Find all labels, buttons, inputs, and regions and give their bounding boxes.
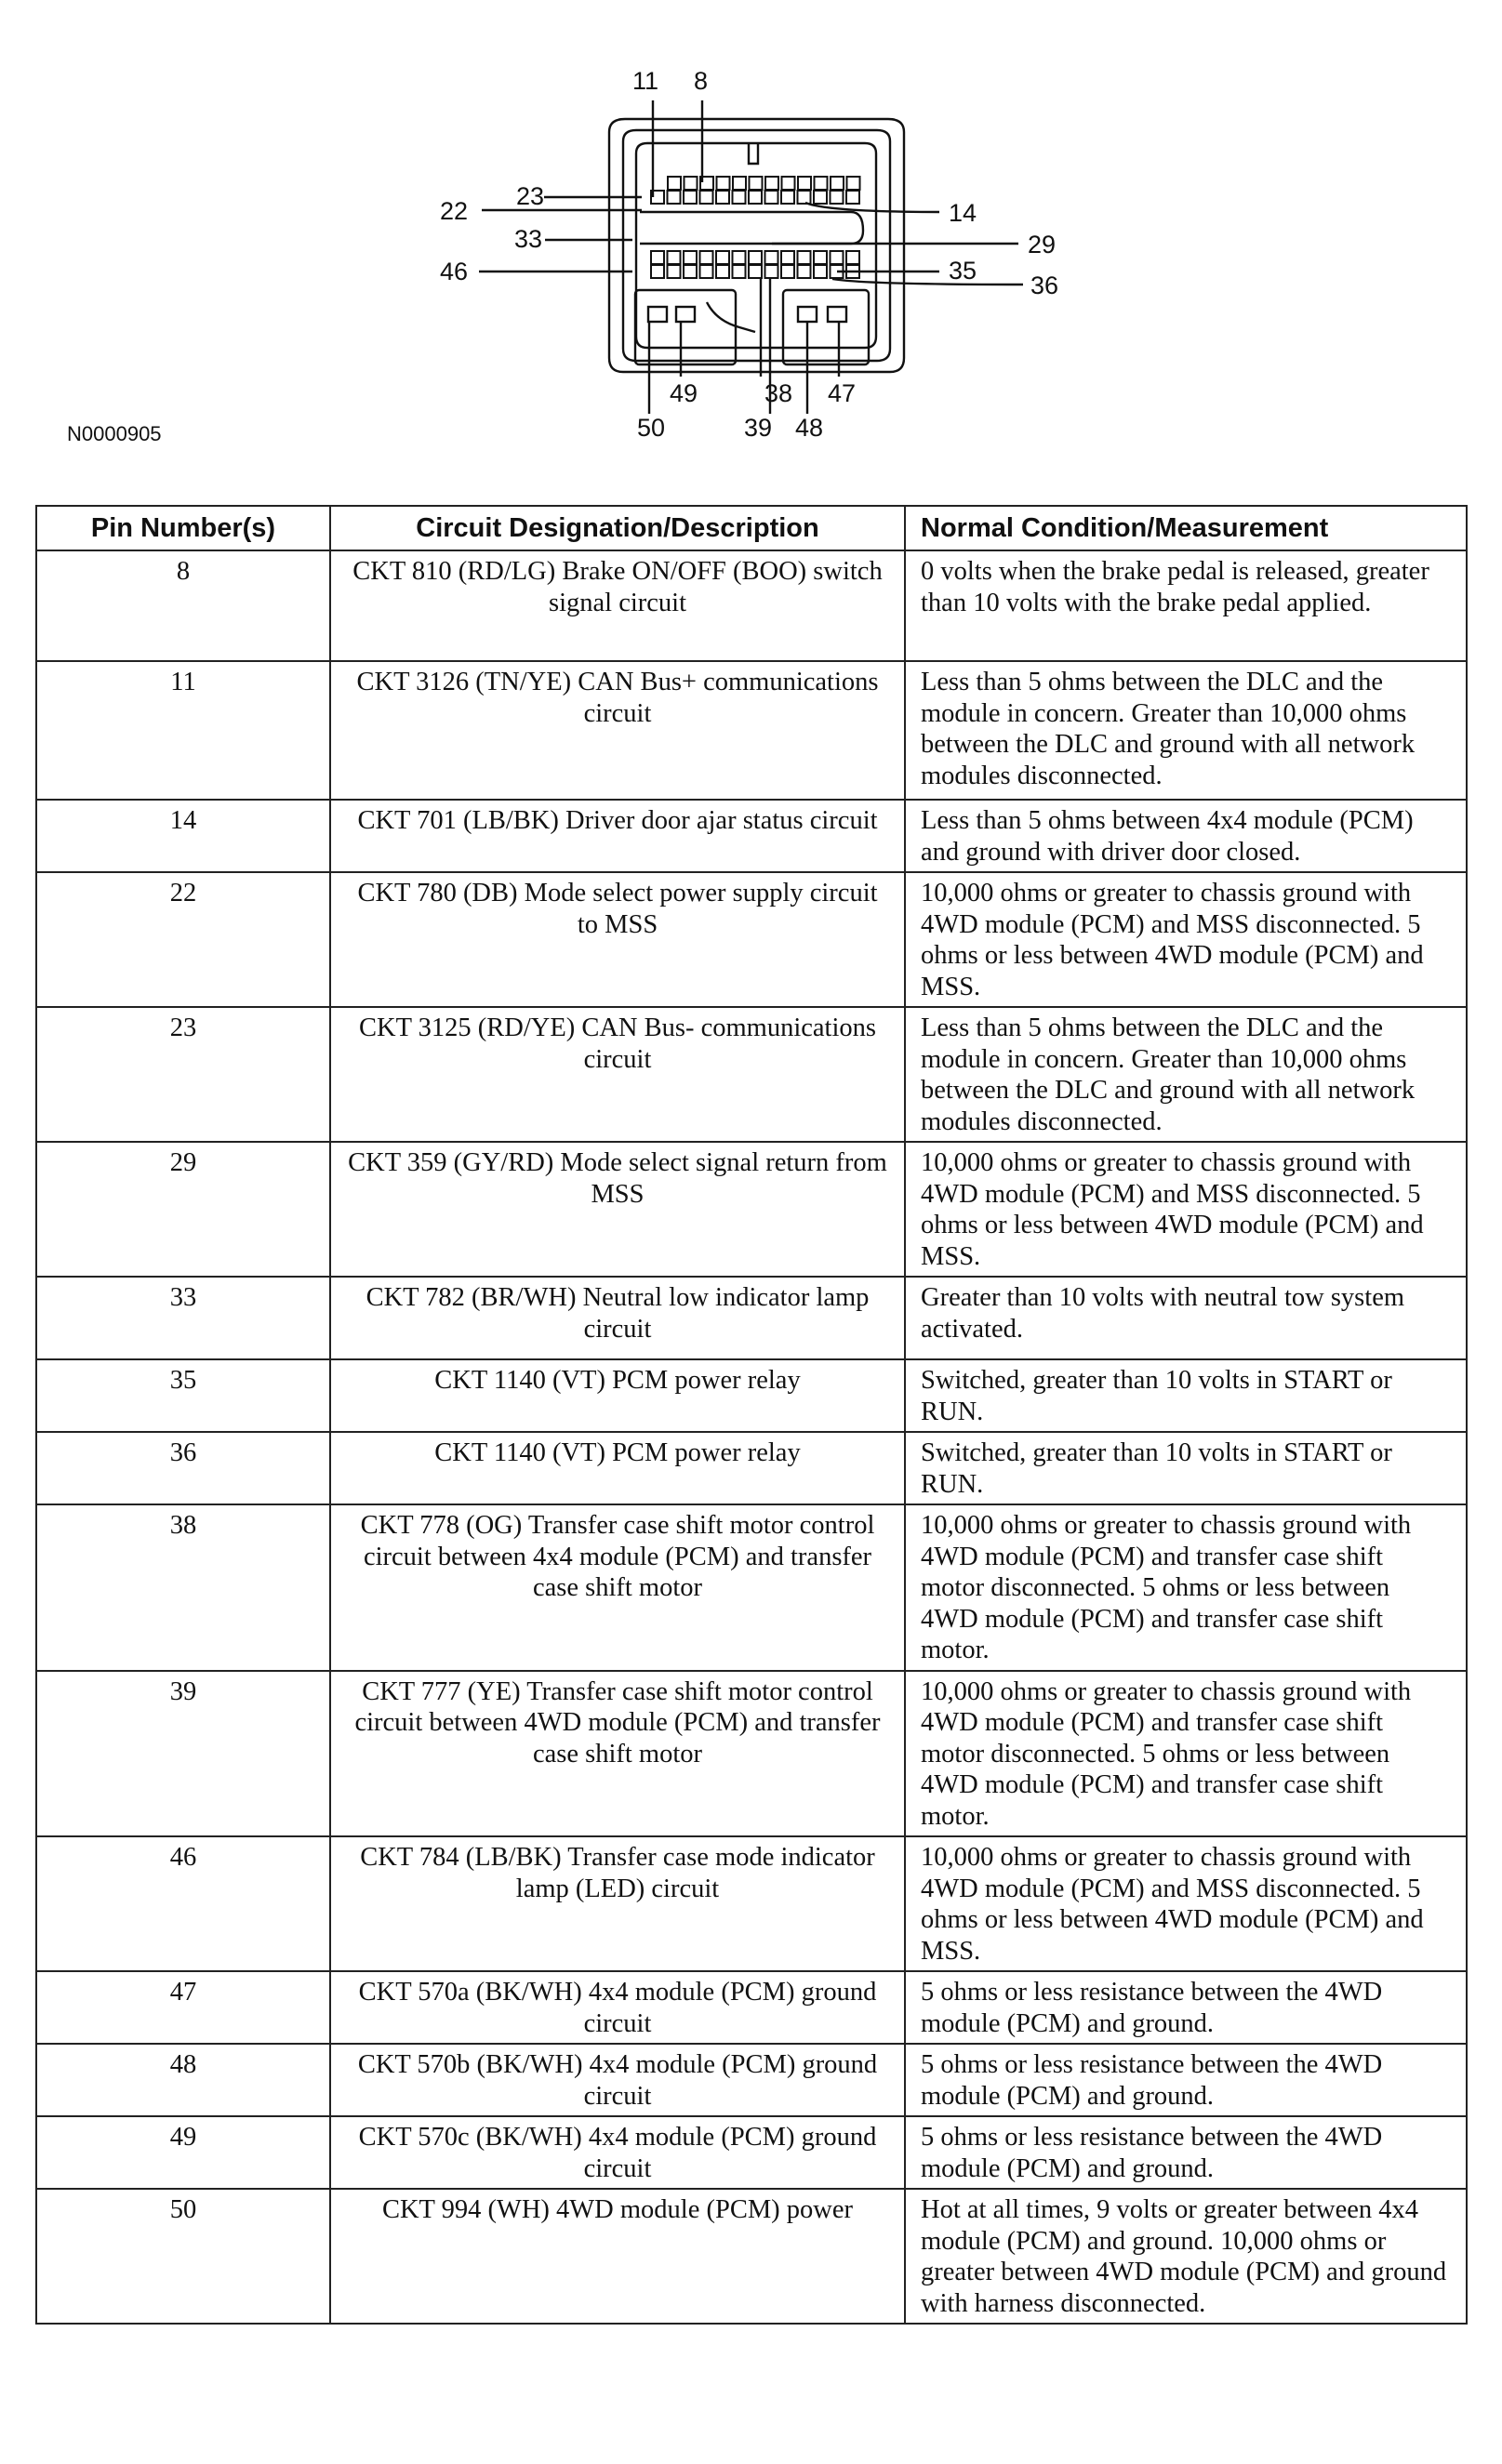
measurement-cell: Less than 5 ohms between the DLC and the module in concern. Greater than 10,000 ohms between the DLC and ground with all network modules disconnected. — [905, 1007, 1467, 1142]
pin-cavity — [781, 191, 794, 204]
pin-number-cell: 49 — [36, 2116, 330, 2189]
measurement-cell: 10,000 ohms or greater to chassis ground with 4WD module (PCM) and MSS disconnected. 5 ohms or less between 4WD module (PCM) and MSS. — [905, 872, 1467, 1007]
pin-cavity — [700, 265, 713, 278]
pin-number-cell: 48 — [36, 2044, 330, 2116]
circuit-description-cell: CKT 810 (RD/LG) Brake ON/OFF (BOO) switch signal circuit — [330, 550, 905, 661]
pin-cavity — [750, 177, 763, 190]
pin-cavity — [831, 177, 844, 190]
circuit-description-cell: CKT 777 (YE) Transfer case shift motor control circuit between 4WD module (PCM) and transfer case shift motor — [330, 1671, 905, 1837]
pin-number-cell: 23 — [36, 1007, 330, 1142]
pin-cavity — [684, 191, 697, 204]
pin-number-cell: 29 — [36, 1142, 330, 1277]
pin-number-cell: 33 — [36, 1277, 330, 1359]
pin-cavity — [798, 191, 811, 204]
pin-cavity — [798, 265, 811, 278]
pin-cavity — [847, 177, 860, 190]
table-row — [36, 1359, 1467, 1432]
pin-cavity — [749, 251, 762, 264]
pin-number-cell: 11 — [36, 661, 330, 800]
table-row — [36, 1671, 1467, 1837]
pin-label-38: 38 — [764, 379, 793, 407]
pin-cavity — [814, 265, 827, 278]
pin-cavity — [668, 191, 681, 204]
pin-cavity — [651, 251, 664, 264]
measurement-cell: 0 volts when the brake pedal is released, greater than 10 volts with the brake pedal applied. — [905, 550, 1467, 661]
measurement-cell: 10,000 ohms or greater to chassis ground with 4WD module (PCM) and MSS disconnected. 5 ohms or less between 4WD module (PCM) and MSS. — [905, 1142, 1467, 1277]
circuit-description-cell: CKT 784 (LB/BK) Transfer case mode indicator lamp (LED) circuit — [330, 1836, 905, 1971]
circuit-description-cell: CKT 1140 (VT) PCM power relay — [330, 1359, 905, 1432]
measurement-cell: 5 ohms or less resistance between the 4WD module (PCM) and ground. — [905, 1971, 1467, 2044]
table-row — [36, 661, 1467, 800]
pin-cavity — [831, 191, 844, 204]
pin-label-22: 22 — [440, 197, 469, 225]
pin-cavity — [684, 265, 697, 278]
figure-id: N0000905 — [67, 422, 162, 445]
table-row — [36, 1277, 1467, 1359]
table-row — [36, 2189, 1467, 2324]
circuit-description-cell: CKT 3126 (TN/YE) CAN Bus+ communications circuit — [330, 661, 905, 800]
table-row — [36, 1007, 1467, 1142]
pin-label-49: 49 — [670, 379, 698, 407]
pin-cavity — [781, 251, 794, 264]
pin-label-23: 23 — [516, 182, 545, 210]
header-circuit-designation: Circuit Designation/Description — [330, 506, 905, 550]
pin-cavity — [749, 191, 762, 204]
pin-number-cell: 14 — [36, 800, 330, 872]
table-row — [36, 1142, 1467, 1277]
pin-label-47: 47 — [828, 379, 857, 407]
pin-number-cell: 35 — [36, 1359, 330, 1432]
connector-center-channel — [640, 212, 863, 244]
table-header-row — [36, 506, 1467, 550]
pin-cavity — [846, 191, 859, 204]
pin-cavity — [685, 177, 698, 190]
pin-label-35: 35 — [949, 257, 977, 285]
pin-cavity — [798, 251, 811, 264]
pin-cavity — [716, 251, 729, 264]
pin-cavity — [733, 177, 746, 190]
table-row — [36, 872, 1467, 1007]
pin-cavity — [765, 177, 778, 190]
pin-label-14: 14 — [949, 199, 977, 227]
measurement-cell: Less than 5 ohms between the DLC and the module in concern. Greater than 10,000 ohms between the DLC and ground with all network modules disconnected. — [905, 661, 1467, 800]
table-row — [36, 800, 1467, 872]
pin-cavity — [781, 265, 794, 278]
measurement-cell: 10,000 ohms or greater to chassis ground with 4WD module (PCM) and transfer case shift motor disconnected. 5 ohms or less between 4WD module (PCM) and transfer case shift motor. — [905, 1504, 1467, 1671]
pin-number-cell: 39 — [36, 1671, 330, 1837]
pin-cavity — [684, 251, 697, 264]
pin-cavity — [668, 177, 681, 190]
pin-label-50: 50 — [637, 414, 666, 442]
pin-table — [35, 505, 1468, 2325]
connector-shell-inner-2 — [636, 143, 876, 348]
pin-number-cell: 36 — [36, 1432, 330, 1504]
pin-cavity — [765, 265, 778, 278]
header-normal-condition: Normal Condition/Measurement — [905, 506, 1467, 550]
measurement-cell: 10,000 ohms or greater to chassis ground with 4WD module (PCM) and MSS disconnected. 5 ohms or less between 4WD module (PCM) and MSS. — [905, 1836, 1467, 1971]
pin-cavity — [815, 177, 828, 190]
pin-cavity — [733, 191, 746, 204]
pin-number-cell: 46 — [36, 1836, 330, 1971]
circuit-description-cell: CKT 359 (GY/RD) Mode select signal return from MSS — [330, 1142, 905, 1277]
pin-cavity — [765, 251, 778, 264]
table-row — [36, 1971, 1467, 2044]
connector-diagram — [0, 0, 1502, 465]
header-pin-number: Pin Number(s) — [36, 506, 330, 550]
pin-cavity — [782, 177, 795, 190]
circuit-description-cell: CKT 701 (LB/BK) Driver door ajar status circuit — [330, 800, 905, 872]
table-row — [36, 2044, 1467, 2116]
pin-number-cell: 47 — [36, 1971, 330, 2044]
measurement-cell: Less than 5 ohms between 4x4 module (PCM) and ground with driver door closed. — [905, 800, 1467, 872]
pin-label-11: 11 — [632, 67, 659, 95]
pin-cavity — [733, 251, 746, 264]
pin-label-48: 48 — [795, 414, 824, 442]
pin-cavity — [668, 251, 681, 264]
circuit-description-cell: CKT 778 (OG) Transfer case shift motor control circuit between 4x4 module (PCM) and transfer case shift motor — [330, 1504, 905, 1671]
pin-cavity — [717, 177, 730, 190]
table-row — [36, 2116, 1467, 2189]
circuit-description-cell: CKT 994 (WH) 4WD module (PCM) power — [330, 2189, 905, 2324]
pin-cavity — [651, 265, 664, 278]
circuit-description-cell: CKT 570c (BK/WH) 4x4 module (PCM) ground circuit — [330, 2116, 905, 2189]
circuit-description-cell: CKT 3125 (RD/YE) CAN Bus- communications circuit — [330, 1007, 905, 1142]
pin-number-cell: 22 — [36, 872, 330, 1007]
measurement-cell: Switched, greater than 10 volts in START or RUN. — [905, 1359, 1467, 1432]
pin-number-cell: 50 — [36, 2189, 330, 2324]
pin-cavity — [733, 265, 746, 278]
table-row — [36, 1836, 1467, 1971]
lower-block-right — [783, 290, 869, 364]
circuit-description-cell: CKT 570a (BK/WH) 4x4 module (PCM) ground circuit — [330, 1971, 905, 2044]
circuit-description-cell: CKT 780 (DB) Mode select power supply circuit to MSS — [330, 872, 905, 1007]
table-row — [36, 1432, 1467, 1504]
pin-cavity — [716, 191, 729, 204]
pin-cavity — [716, 265, 729, 278]
measurement-cell: 5 ohms or less resistance between the 4WD module (PCM) and ground. — [905, 2116, 1467, 2189]
connector-key — [749, 143, 758, 164]
measurement-cell: 10,000 ohms or greater to chassis ground with 4WD module (PCM) and transfer case shift motor disconnected. 5 ohms or less between 4WD module (PCM) and transfer case shift motor. — [905, 1671, 1467, 1837]
pin-label-36: 36 — [1030, 272, 1059, 299]
measurement-cell: 5 ohms or less resistance between the 4WD module (PCM) and ground. — [905, 2044, 1467, 2116]
circuit-description-cell: CKT 570b (BK/WH) 4x4 module (PCM) ground circuit — [330, 2044, 905, 2116]
circuit-description-cell: CKT 782 (BR/WH) Neutral low indicator lamp circuit — [330, 1277, 905, 1359]
pin-cavity — [831, 251, 844, 264]
circuit-description-cell: CKT 1140 (VT) PCM power relay — [330, 1432, 905, 1504]
pin-cavity — [814, 191, 827, 204]
pin-label-46: 46 — [440, 258, 469, 285]
pin-label-39: 39 — [744, 414, 773, 442]
pin-cavity — [765, 191, 778, 204]
pin-cavity — [668, 265, 681, 278]
table-row — [36, 1504, 1467, 1671]
pin-number-cell: 38 — [36, 1504, 330, 1671]
pin-cavity — [749, 265, 762, 278]
pin-cavity — [798, 177, 811, 190]
measurement-cell: Hot at all times, 9 volts or greater between 4x4 module (PCM) and ground. 10,000 ohms or greater between 4WD module (PCM) and ground with harness disconnected. — [905, 2189, 1467, 2324]
pin-cavity — [700, 191, 713, 204]
pin-label-8: 8 — [694, 67, 709, 95]
table-row — [36, 550, 1467, 661]
pin-cavity — [814, 251, 827, 264]
pin-cavity — [846, 251, 859, 264]
measurement-cell: Greater than 10 volts with neutral tow system activated. — [905, 1277, 1467, 1359]
pin-number-cell: 8 — [36, 550, 330, 661]
measurement-cell: Switched, greater than 10 volts in START or RUN. — [905, 1432, 1467, 1504]
pin-cavity — [700, 251, 713, 264]
pin-label-33: 33 — [514, 225, 543, 253]
pin-label-29: 29 — [1028, 231, 1057, 258]
